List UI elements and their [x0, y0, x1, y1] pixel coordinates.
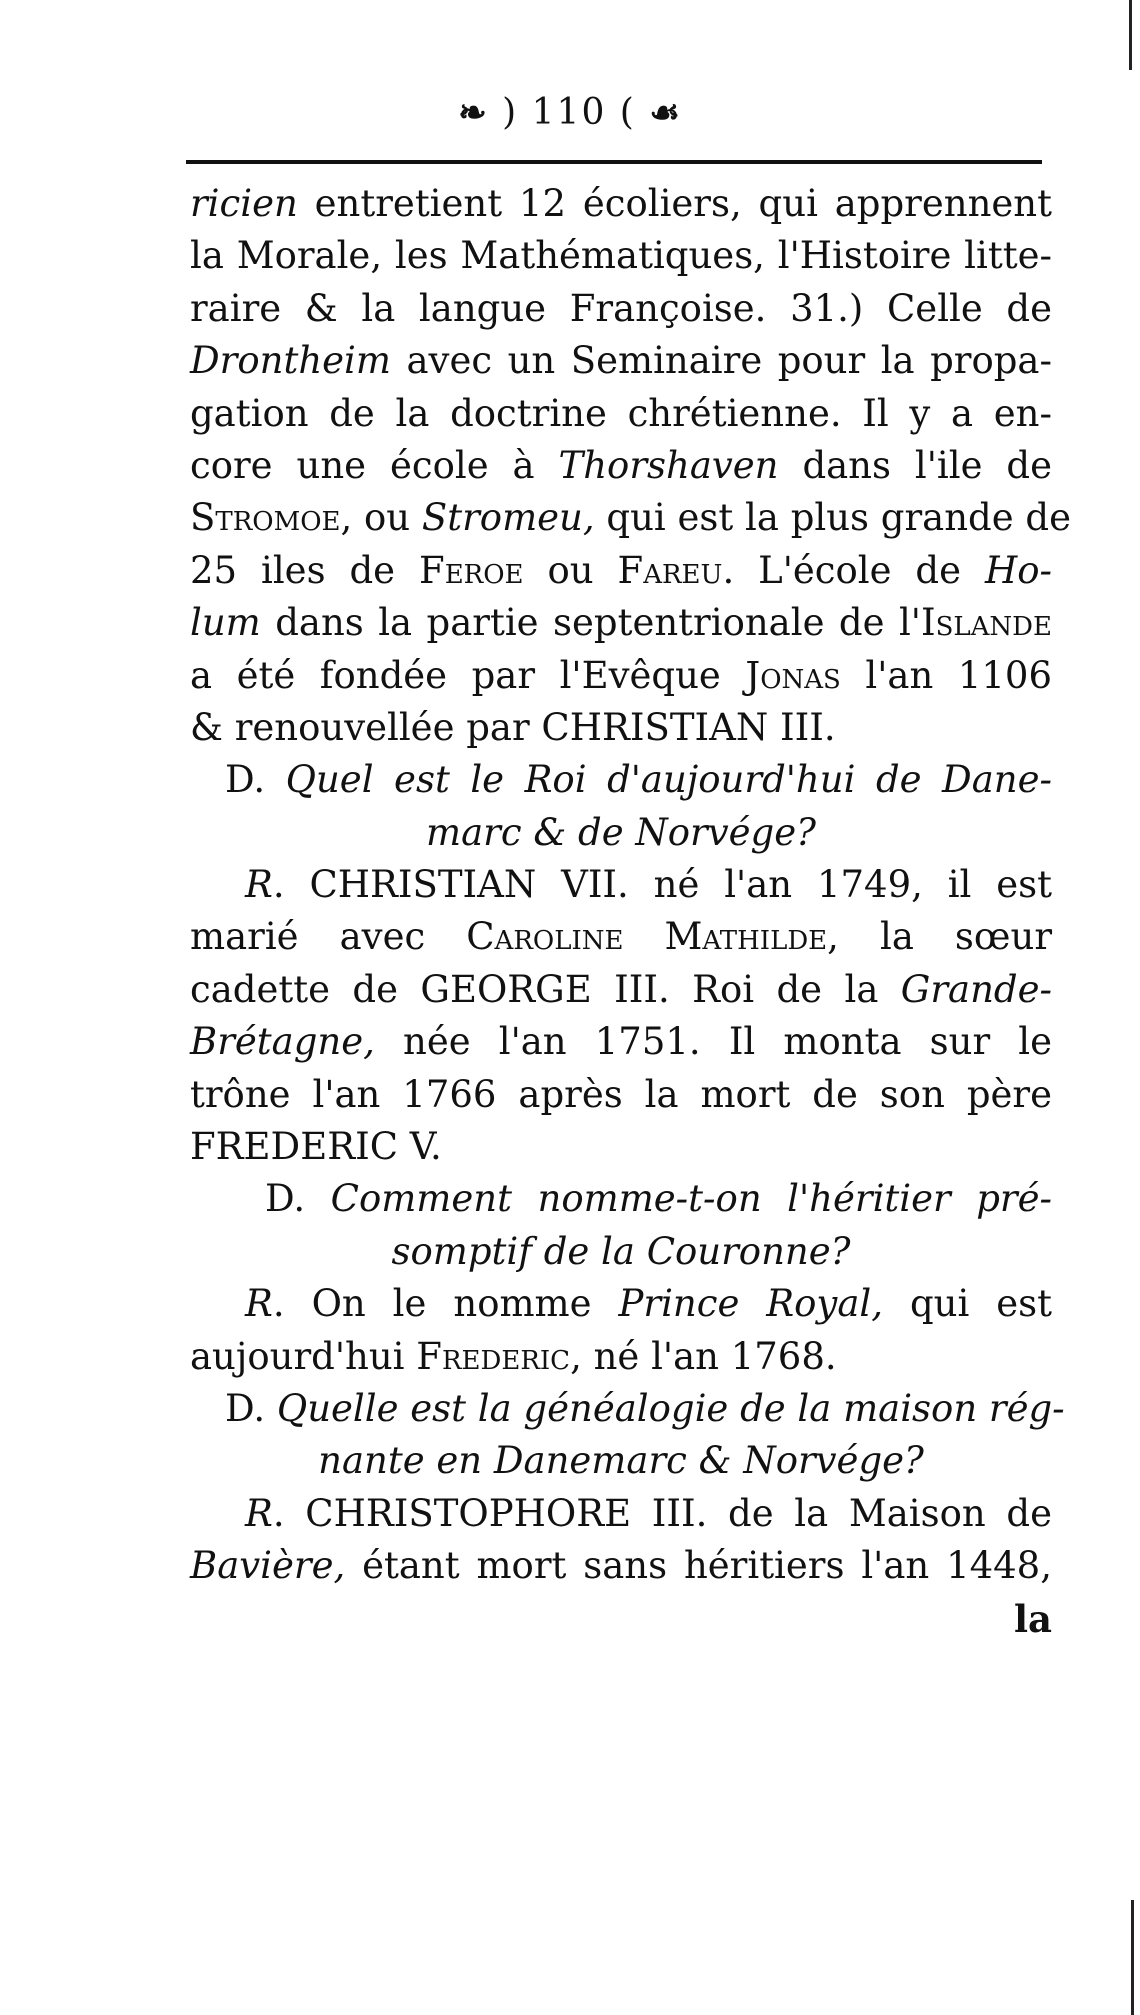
answer-line: R. On le nomme Prince Royal, qui est	[245, 1282, 1052, 1326]
page-edge-mark	[1129, 0, 1132, 70]
running-header	[0, 92, 1140, 133]
text-line: lum dans la partie septentrionale de l'Islande	[190, 601, 1052, 645]
answer-line: marié avec Caroline Mathilde, la sœur	[190, 915, 1053, 959]
body-text	[190, 178, 1071, 1645]
text-line: Drontheim avec un Seminaire pour la propa-	[190, 339, 1052, 383]
answer-line: R. CHRISTIAN VII. né l'an 1749, il est	[245, 863, 1052, 907]
answer-line: Brétagne, née l'an 1751. Il monta sur le	[190, 1020, 1052, 1064]
question-line: D. Comment nomme-t-on l'héritier pré-	[265, 1177, 1053, 1221]
catchword: la	[1013, 1596, 1052, 1641]
text-line: Stromoe, ou Stromeu, qui est la plus grande de	[190, 496, 1071, 540]
answer-line: aujourd'hui Frederic, né l'an 1768.	[190, 1334, 837, 1378]
header-rule	[186, 160, 1042, 164]
question-line: nante en Danemarc & Norvége?	[318, 1439, 924, 1483]
text-line: core une école à Thorshaven dans l'ile de	[190, 443, 1052, 487]
text-line: 25 iles de Feroe ou Fareu. L'école de Ho-	[190, 548, 1052, 592]
page-edge-mark	[1131, 1900, 1134, 2015]
answer-line: Bavière, étant mort sans héritiers l'an 1448,	[190, 1544, 1052, 1588]
answer-line: cadette de GEORGE III. Roi de la Grande-	[190, 967, 1052, 1011]
answer-line: FREDERIC V.	[190, 1125, 442, 1169]
text-line: la Morale, les Mathématiques, l'Histoire litte-	[190, 234, 1052, 278]
answer-line: trône l'an 1766 après la mort de son père	[190, 1072, 1052, 1116]
question-line: somptif de la Couronne?	[391, 1229, 851, 1273]
question-line: D. Quel est le Roi d'aujourd'hui de Dane-	[225, 758, 1052, 802]
text-line: a été fondée par l'Evêque Jonas l'an 1106	[190, 653, 1052, 697]
question-line: marc & de Norvége?	[426, 810, 816, 854]
text-line: gation de la doctrine chrétienne. Il y a en-	[190, 391, 1052, 435]
answer-line: R. CHRISTOPHORE III. de la Maison de	[245, 1491, 1052, 1535]
text-line: & renouvellée par CHRISTIAN III.	[190, 705, 836, 749]
text-line: ricien entretient 12 écoliers, qui apprennent	[190, 182, 1052, 225]
ornament-left-icon: ❧	[458, 93, 489, 133]
text-line: raire & la langue Françoise. 31.) Celle de	[190, 286, 1052, 330]
question-line: D. Quelle est la généalogie de la maison rég-	[225, 1386, 1065, 1430]
page-number: ) 110 (	[502, 92, 636, 133]
ornament-right-icon: ☙	[649, 93, 682, 133]
